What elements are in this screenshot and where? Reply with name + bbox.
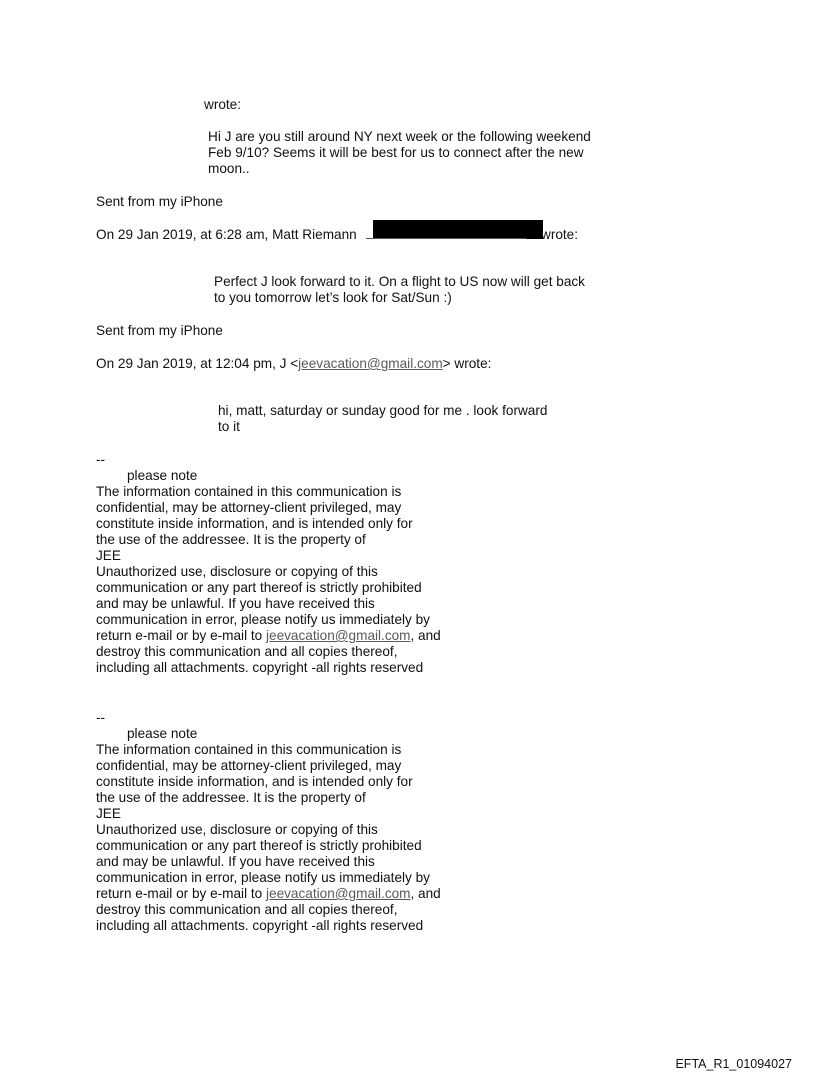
disclaimer-line: Unauthorized use, disclosure or copying of this [96, 564, 378, 579]
disclaimer-line: communication in error, please notify us immediately by [96, 870, 430, 885]
disclaimer-email-suffix: , and [410, 886, 441, 901]
disclaimer-line: constitute inside information, and is intended only for [96, 774, 413, 789]
message-line: Feb 9/10? Seems it will be best for us to connect after the new [208, 145, 584, 160]
message-line: to it [218, 419, 240, 434]
disclaimer-line: including all attachments. copyright -all rights reserved [96, 918, 424, 933]
disclaimer-line: and may be unlawful. If you have received this [96, 596, 375, 611]
please-note: please note [127, 726, 198, 741]
disclaimer-line: JEE [96, 548, 121, 563]
disclaimer-line: and may be unlawful. If you have received this [96, 854, 375, 869]
disclaimer-email-suffix: , and [410, 628, 441, 643]
email-link[interactable]: jeevacation@gmail.com [265, 886, 411, 901]
sent-from-line-1: Sent from my iPhone [96, 194, 223, 209]
message-line: Hi J are you still around NY next week or the following weekend [208, 129, 591, 144]
reply-header-2-wrote: wrote: [541, 227, 579, 242]
disclaimer-line: destroy this communication and all copies thereof, [96, 644, 398, 659]
disclaimer-line: communication or any part thereof is strictly prohibited [96, 580, 422, 595]
email-link[interactable]: jeevacation@gmail.com [298, 356, 443, 371]
disclaimer-line: confidential, may be attorney-client privileged, may [96, 758, 402, 773]
quoted-message-2 [214, 274, 585, 306]
separator: -- [96, 710, 106, 725]
reply-header-2-text: On 29 Jan 2019, at 6:28 am, Matt Riemann [96, 227, 357, 242]
document-id: EFTA_R1_01094027 [675, 1057, 792, 1071]
disclaimer-line: JEE [96, 806, 121, 821]
sent-from-line-2: Sent from my iPhone [96, 323, 223, 338]
disclaimer-block-1 [96, 452, 441, 676]
disclaimer-line: destroy this communication and all copies thereof, [96, 902, 398, 917]
disclaimer-line: The information contained in this communication is [96, 484, 402, 499]
disclaimer-line: the use of the addressee. It is the property of [96, 532, 366, 547]
separator: -- [96, 452, 106, 467]
disclaimer-line: Unauthorized use, disclosure or copying of this [96, 822, 378, 837]
please-note: please note [127, 468, 198, 483]
disclaimer-line: constitute inside information, and is intended only for [96, 516, 413, 531]
message-line: to you tomorrow let’s look for Sat/Sun :) [214, 290, 452, 305]
quoted-message-3 [218, 403, 547, 435]
reply-header-3-prefix: On 29 Jan 2019, at 12:04 pm, J < [96, 356, 299, 371]
reply-header-2 [96, 227, 357, 243]
disclaimer-line: confidential, may be attorney-client privileged, may [96, 500, 402, 515]
disclaimer-email-prefix: return e-mail or by e-mail to [96, 628, 266, 643]
disclaimer-email-prefix: return e-mail or by e-mail to [96, 886, 266, 901]
wrote-fragment: wrote: [204, 97, 242, 112]
reply-header-3 [96, 356, 491, 372]
disclaimer-line: The information contained in this communication is [96, 742, 402, 757]
disclaimer-line-email [96, 886, 441, 902]
disclaimer-line: the use of the addressee. It is the property of [96, 790, 366, 805]
disclaimer-block-2 [96, 710, 441, 934]
disclaimer-line-email [96, 628, 441, 644]
message-line: Perfect J look forward to it. On a flight to US now will get back [214, 274, 585, 289]
disclaimer-line: including all attachments. copyright -all rights reserved [96, 660, 424, 675]
message-line: hi, matt, saturday or sunday good for me . look forward [218, 403, 548, 418]
quoted-message-1 [208, 129, 591, 177]
disclaimer-line: communication or any part thereof is strictly prohibited [96, 838, 422, 853]
message-line: moon.. [208, 161, 250, 176]
email-link[interactable]: jeevacation@gmail.com [265, 628, 411, 643]
redaction-underline [366, 238, 526, 239]
reply-header-3-suffix: > wrote: [442, 356, 492, 371]
redaction-box [373, 220, 543, 239]
disclaimer-line: communication in error, please notify us immediately by [96, 612, 430, 627]
